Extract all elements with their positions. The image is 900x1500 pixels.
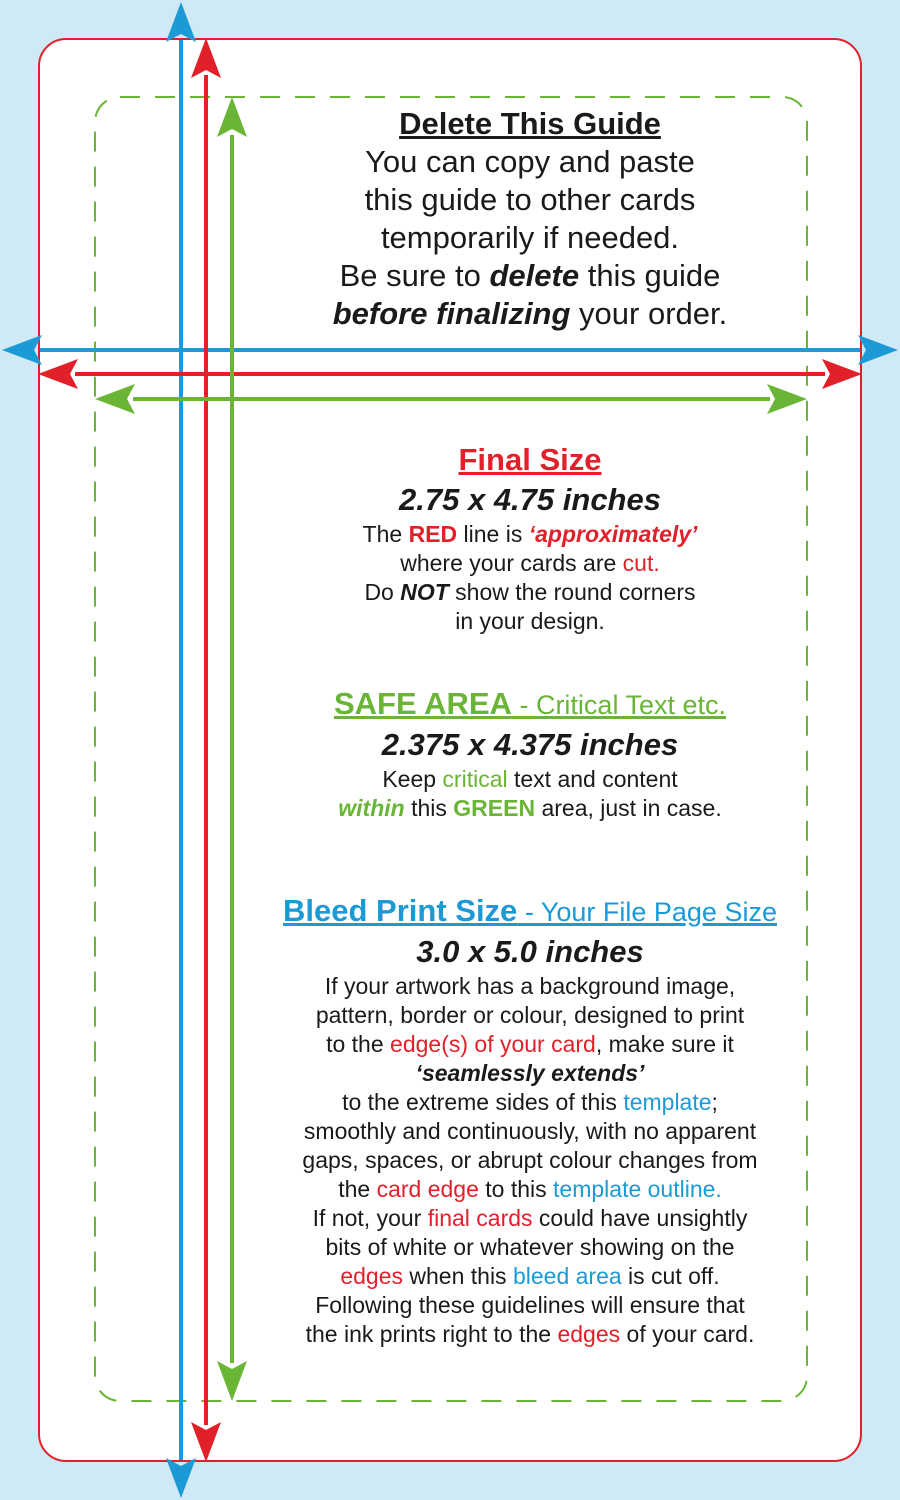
text-run: area, just in case. xyxy=(535,795,722,821)
final-size-section xyxy=(250,440,810,636)
text-run-green: within xyxy=(338,795,405,821)
bleed-line: ‘seamlessly extends’ xyxy=(415,1060,645,1086)
delete-guide-notice xyxy=(250,105,810,333)
text-run: the ink prints right to the xyxy=(305,1321,558,1347)
safe-area-title-sub: - Critical Text etc. xyxy=(511,690,727,720)
text-run: could have unsightly xyxy=(532,1205,748,1231)
text-run: Be sure to xyxy=(339,258,490,293)
final-size-line xyxy=(250,578,810,607)
delete-guide-line xyxy=(250,257,810,295)
safe-vertical-arrow xyxy=(217,97,247,1401)
safe-horizontal-arrow xyxy=(95,384,807,414)
text-run: line is xyxy=(457,521,529,547)
text-run-green: GREEN xyxy=(453,795,536,821)
delete-guide-title: Delete This Guide xyxy=(399,106,661,141)
final-horizontal-arrow xyxy=(38,359,862,389)
delete-guide-line: temporarily if needed. xyxy=(380,220,680,255)
text-run: when this xyxy=(403,1263,513,1289)
bleed-line: smoothly and continuously, with no apparent xyxy=(303,1118,757,1144)
final-size-title: Final Size xyxy=(458,442,602,477)
final-size-line: in your design. xyxy=(455,608,605,634)
text-run: to this xyxy=(478,1176,554,1202)
text-run: to the xyxy=(326,1031,391,1057)
text-run-red: ‘approximately’ xyxy=(528,521,698,547)
text-run-emphasis: before finalizing xyxy=(332,296,571,331)
safe-area-title xyxy=(250,684,810,725)
text-run: show the round corners xyxy=(448,579,696,605)
text-run: this xyxy=(404,795,454,821)
text-run: your order. xyxy=(570,296,728,331)
text-run-emphasis: delete xyxy=(489,258,580,293)
final-vertical-arrow xyxy=(191,38,221,1462)
text-run-blue: template xyxy=(623,1089,712,1115)
text-run: Keep xyxy=(382,766,443,792)
text-run: the xyxy=(338,1176,377,1202)
text-run: where your cards are xyxy=(400,550,623,576)
text-run: text and content xyxy=(507,766,678,792)
text-run: this guide xyxy=(579,258,721,293)
text-run-red: card edge xyxy=(376,1176,479,1202)
text-run: , make sure it xyxy=(595,1031,734,1057)
bleed-line xyxy=(250,1262,810,1291)
delete-guide-line xyxy=(250,295,810,333)
text-run: Do xyxy=(364,579,401,605)
text-run: of your card. xyxy=(620,1321,755,1347)
text-run-red: cut. xyxy=(622,550,660,576)
bleed-horizontal-arrow xyxy=(2,335,898,365)
safe-area-line xyxy=(250,794,810,823)
bleed-size-dimensions: 3.0 x 5.0 inches xyxy=(416,934,644,969)
text-run: to the extreme sides of this xyxy=(342,1089,624,1115)
bleed-line xyxy=(250,1204,810,1233)
bleed-line xyxy=(250,1175,810,1204)
safe-area-dimensions: 2.375 x 4.375 inches xyxy=(381,727,679,762)
bleed-line: If your artwork has a background image, xyxy=(324,973,736,999)
text-run-blue: template outline. xyxy=(553,1176,722,1202)
delete-guide-line: You can copy and paste xyxy=(365,144,695,179)
text-run-red: final cards xyxy=(427,1205,533,1231)
bleed-line xyxy=(250,1088,810,1117)
bleed-size-title xyxy=(250,891,810,932)
safe-area-title-main: SAFE AREA xyxy=(333,686,512,721)
text-run-red: edge(s) of your card xyxy=(390,1031,596,1057)
bleed-size-section xyxy=(250,891,810,1349)
text-run: The xyxy=(362,521,409,547)
bleed-size-title-main: Bleed Print Size xyxy=(283,893,518,928)
final-size-dimensions: 2.75 x 4.75 inches xyxy=(399,482,661,517)
bleed-size-title-sub: - Your File Page Size xyxy=(517,897,777,927)
delete-guide-line: this guide to other cards xyxy=(364,182,696,217)
final-size-line xyxy=(250,520,810,549)
text-run: is cut off. xyxy=(621,1263,720,1289)
bleed-line: Following these guidelines will ensure that xyxy=(315,1292,745,1318)
bleed-line xyxy=(250,1320,810,1349)
text-run-red: RED xyxy=(408,521,458,547)
text-run: If not, your xyxy=(312,1205,428,1231)
final-size-line xyxy=(250,549,810,578)
safe-area-line xyxy=(250,765,810,794)
bleed-vertical-arrow xyxy=(166,2,196,1498)
text-run-blue: bleed area xyxy=(512,1263,622,1289)
safe-area-section xyxy=(250,684,810,823)
bleed-line: bits of white or whatever showing on the xyxy=(325,1234,735,1260)
text-run-red: edges xyxy=(557,1321,621,1347)
bleed-line: pattern, border or colour, designed to print xyxy=(315,1002,745,1028)
text-run-green: critical xyxy=(442,766,508,792)
bleed-line xyxy=(250,1030,810,1059)
text-run: ; xyxy=(711,1089,718,1115)
text-run-red: edges xyxy=(340,1263,403,1289)
bleed-line: gaps, spaces, or abrupt colour changes from xyxy=(302,1147,758,1173)
text-run-emphasis: NOT xyxy=(400,579,449,605)
